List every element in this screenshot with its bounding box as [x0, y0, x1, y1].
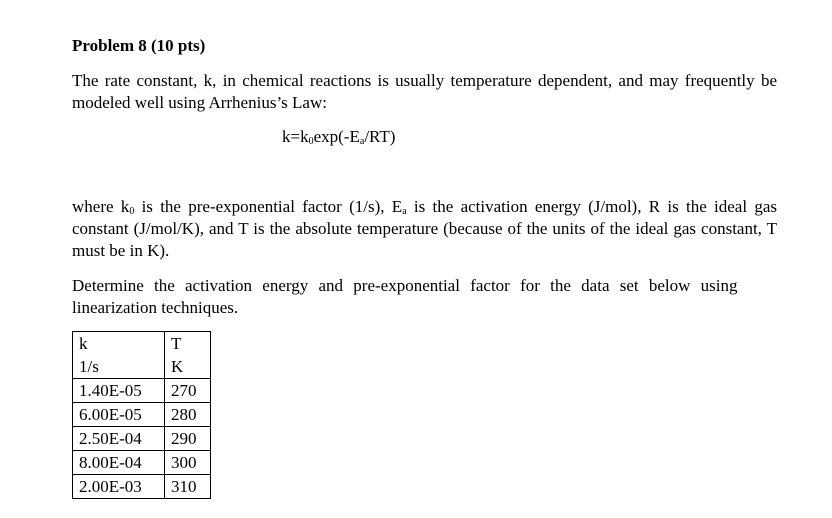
cell-t: 310 — [165, 475, 211, 499]
table-units-row — [73, 355, 211, 379]
cell-k: 2.00E-03 — [73, 475, 165, 499]
formula-subscript-0: 0 — [308, 136, 314, 147]
definitions-part3: is the activation energy (J/mol), R is the ideal gas constant (J/mol/K), and T is the absolute temperature (because of the units of the ideal gas constant, T must be in K). — [72, 197, 777, 260]
table-row — [73, 403, 211, 427]
cell-k: 6.00E-05 — [73, 403, 165, 427]
arrhenius-formula — [282, 127, 395, 147]
table-header-row — [73, 332, 211, 356]
unit-t: K — [165, 355, 211, 379]
definitions-subscript-0: 0 — [129, 206, 135, 217]
cell-k: 1.40E-05 — [73, 379, 165, 403]
problem-heading: Problem 8 (10 pts) — [72, 36, 206, 55]
cell-t: 280 — [165, 403, 211, 427]
task-paragraph — [72, 275, 777, 319]
formula-suffix: /RT) — [364, 127, 396, 146]
definitions-part2: is the pre-exponential factor (1/s), E — [134, 197, 403, 216]
definitions-subscript-a: a — [402, 206, 407, 217]
cell-t: 290 — [165, 427, 211, 451]
table-row — [73, 475, 211, 499]
table-row — [73, 427, 211, 451]
header-t: T — [165, 332, 211, 356]
table-row — [73, 451, 211, 475]
cell-k: 8.00E-04 — [73, 451, 165, 475]
definitions-part1: where k — [72, 197, 130, 216]
formula-mid: exp(-E — [313, 127, 360, 146]
formula-subscript-a: a — [359, 136, 365, 147]
task-line-1: Determine the activation energy and pre-exponential factor for the data set below using — [72, 276, 738, 295]
cell-k: 2.50E-04 — [73, 427, 165, 451]
definitions-paragraph — [72, 196, 777, 262]
cell-t: 270 — [165, 379, 211, 403]
table-row — [73, 379, 211, 403]
data-table — [72, 331, 211, 499]
cell-t: 300 — [165, 451, 211, 475]
formula-prefix: k=k — [282, 127, 309, 146]
unit-k: 1/s — [73, 355, 165, 379]
header-k: k — [73, 332, 165, 356]
intro-paragraph: The rate constant, k, in chemical reactions is usually temperature dependent, and may frequently be modeled well using Arrhenius’s Law: — [72, 71, 777, 112]
task-line-2: linearization techniques. — [72, 298, 239, 317]
